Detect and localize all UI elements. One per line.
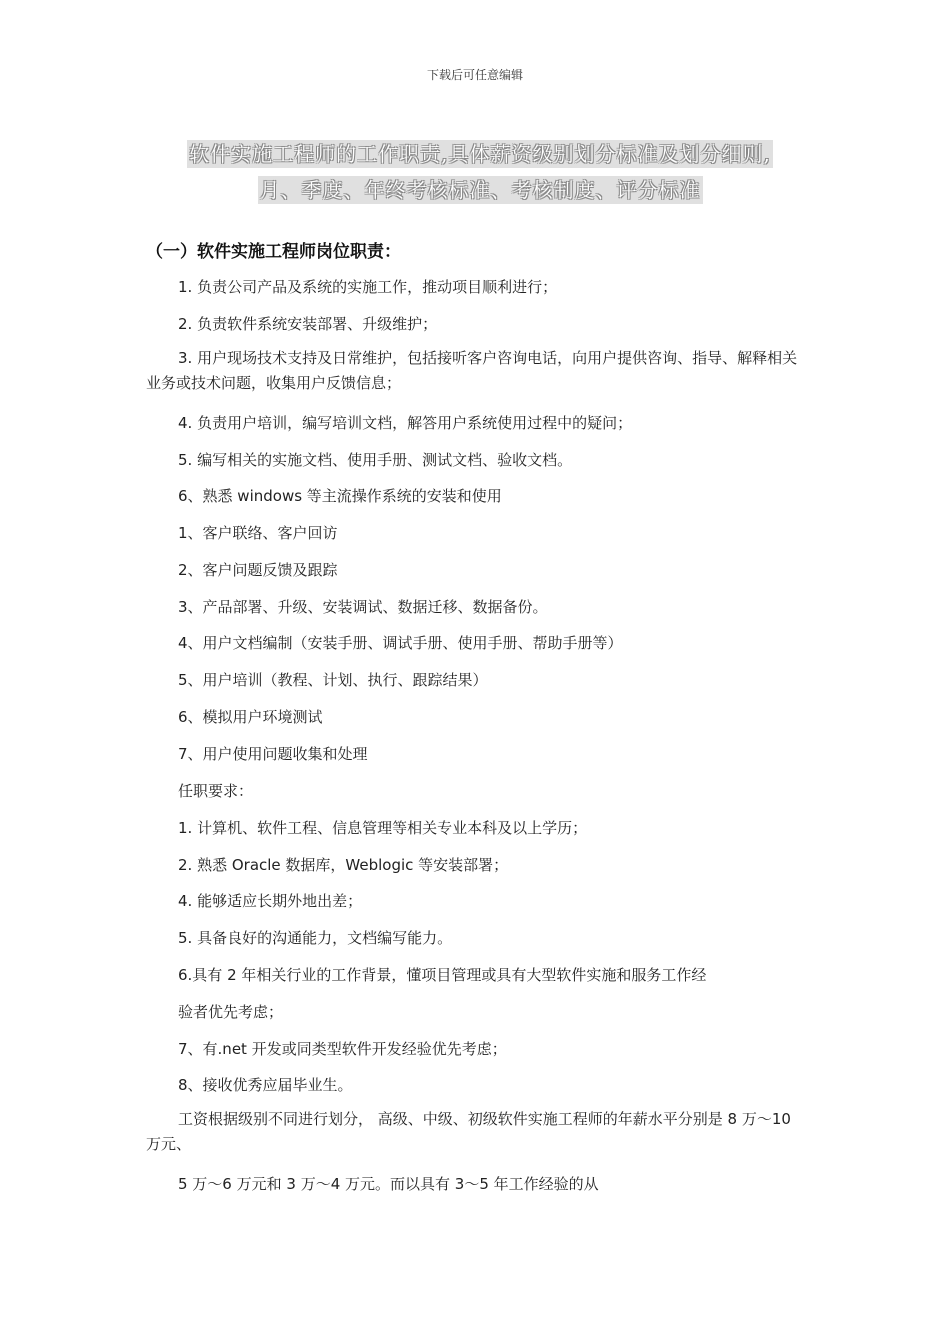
requirement-item: 7、有.net 开发或同类型软件开发经验优先考虑； [178, 1040, 507, 1058]
duty-item: 4. 负责用户培训，编写培训文档，解答用户系统使用过程中的疑问； [178, 414, 633, 432]
section-heading: （一）软件实施工程师岗位职责： [146, 242, 401, 262]
duty-item: 3. 用户现场技术支持及日常维护，包括接听客户咨询电话，向用户提供咨询、指导、解释相关业务或技术问题，收集用户反馈信息； [146, 349, 798, 392]
duty-item: 6、模拟用户环境测试 [178, 708, 323, 726]
requirement-item: 1. 计算机、软件工程、信息管理等相关专业本科及以上学历； [178, 819, 588, 837]
document-title-line-1: 软件实施工程师的工作职责,具体薪资级别划分标准及划分细则, [189, 142, 771, 166]
requirement-item: 验者优先考虑； [178, 1003, 284, 1021]
document-title-line-2: 月、季度、年终考核标准、考核制度、评分标准 [259, 178, 701, 202]
requirement-item: 6.具有 2 年相关行业的工作背景，懂项目管理或具有大型软件实施和服务工作经 [178, 966, 707, 984]
duty-item: 7、用户使用问题收集和处理 [178, 745, 368, 763]
duty-item: 4、用户文档编制（安装手册、调试手册、使用手册、帮助手册等） [178, 634, 623, 652]
duty-item: 2. 负责软件系统安装部署、升级维护； [178, 315, 438, 333]
requirement-item: 5. 具备良好的沟通能力，文档编写能力。 [178, 929, 453, 947]
duty-item: 6、熟悉 windows 等主流操作系统的安装和使用 [178, 487, 502, 505]
requirement-item: 8、接收优秀应届毕业生。 [178, 1076, 353, 1094]
duty-item: 5、用户培训（教程、计划、执行、跟踪结果） [178, 671, 488, 689]
salary-paragraph-continued: 5 万～6 万元和 3 万～4 万元。而以具有 3～5 年工作经验的从 [178, 1175, 599, 1193]
requirement-item: 2. 熟悉 Oracle 数据库，Weblogic 等安装部署； [178, 856, 509, 874]
duty-item: 5. 编写相关的实施文档、使用手册、测试文档、验收文档。 [178, 451, 573, 469]
requirement-item: 4. 能够适应长期外地出差； [178, 892, 363, 910]
duty-item: 1. 负责公司产品及系统的实施工作，推动项目顺利进行； [178, 278, 558, 296]
duty-item: 1、客户联络、客户回访 [178, 524, 338, 542]
salary-paragraph: 工资根据级别不同进行划分， 高级、中级、初级软件实施工程师的年薪水平分别是 8 万～10 万元、 [146, 1110, 791, 1153]
requirements-label: 任职要求： [178, 782, 254, 800]
page-header: 下载后可任意编辑 [426, 68, 523, 82]
duty-item: 2、客户问题反馈及跟踪 [178, 561, 338, 579]
duty-item: 3、产品部署、升级、安装调试、数据迁移、数据备份。 [178, 598, 548, 616]
